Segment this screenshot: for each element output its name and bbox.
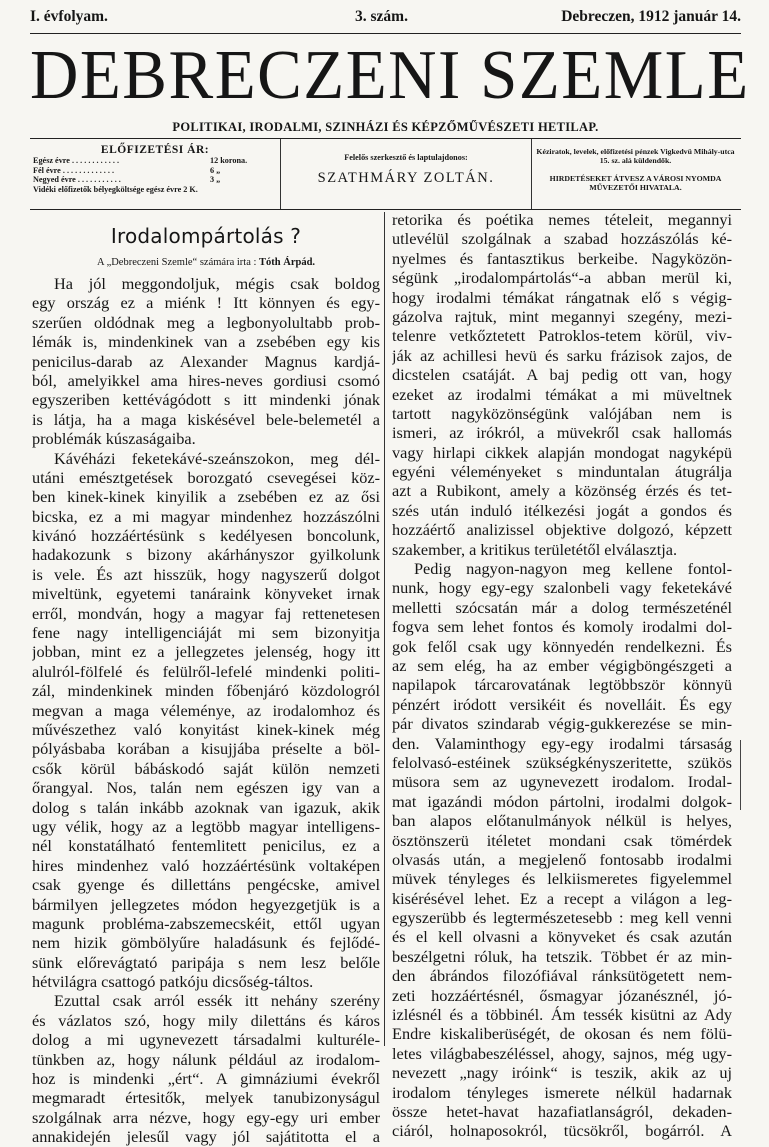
text-line: tartott nagyközönségünk valójában nem is (392, 403, 732, 423)
price-row (30, 156, 280, 166)
text-line: fogva sem lehet fontos és komoly irodalmi dol- (392, 617, 732, 637)
masthead-subtitle: POLITIKAI, IRODALMI, SZINHÁZI ÉS KÉPZŐMŰVÉSZETI HETILAP. (172, 120, 599, 134)
issue-info-line (30, 8, 741, 30)
text-line: és el kell olvasni a könyveket és csak azután (392, 927, 732, 947)
place-date: Debreczen, 1912 január 14. (561, 8, 741, 25)
text-line: szolgálnak arra nézve, hogy egy-egy uri ember (32, 1107, 380, 1127)
text-line: irodalom tényleges ismerete nélkül hadarnak (392, 1082, 732, 1102)
text-line: miveltünk, egyetemi tanáraink könyveket irnak (32, 584, 380, 604)
issue-number: 3. szám. (355, 8, 408, 25)
text-line: zeti hozzáértésnél, ősmagyar józanésznél, jó- (392, 985, 732, 1005)
submission-notice: Kéziratok, levelek, előfizetési pénzek Vigkedvü Mihály-utca 15. sz. alá küldendők. (536, 147, 735, 165)
text-line: dolog s talán inkább azoknak van igazuk, akik (32, 797, 380, 817)
text-line: nél konstatálható fentemlitett penicilus, ez a (32, 836, 380, 856)
price-label: Negyed évre . . . . . . . . . . . (33, 175, 121, 185)
text-line: den ábrándos filozófiával ránksütögetett nem- (392, 966, 732, 986)
byline-prefix: A „Debreczeni Szemle“ számára irta : (96, 257, 257, 268)
column-divider (384, 212, 385, 1046)
text-line: tünkben az, hogy nálunk például az irodalom- (32, 1049, 380, 1069)
subscription-heading: ELŐFIZETÉSI ÁR: (100, 144, 210, 156)
text-line: pólyásbaba korában a kisujjába préselte a böl- (32, 739, 380, 759)
text-line: hadakozunk s bizony akárhányszor gyilkolunk (32, 545, 380, 565)
text-line: felolvasó-estéinek szükségkényszeritette, szükös (392, 752, 732, 772)
text-line: bármilyen jellegzetes módon hegyezgetjük is a (32, 894, 380, 914)
text-line: magunk probléma-zabszemecskéit, ettől ugyan (32, 913, 380, 933)
text-line: nevezett „nagy iróink“ is teszik, akik az uj (392, 1063, 732, 1083)
text-line: szés után induló itélkezési jogát a gondos és (392, 500, 732, 520)
text-line: Kávéházi feketekávé-szeánszokon, meg dél- (54, 448, 380, 468)
text-line: gázolva rajtuk, mint megannyi szegény, mezi- (392, 306, 732, 326)
text-line: müsora sem az ugynevezett irodalom. Irodal- (392, 772, 732, 792)
text-line: kivánó hozzáértésünk s kedélyesen boncolunk, (32, 526, 380, 546)
text-line: beszélgetni róluk, ha tetszik. Többet ér az min- (392, 946, 732, 966)
price-value: 12 korona. (210, 156, 248, 165)
editor-info (280, 139, 532, 209)
text-line: csak gyenge és dillettáns pengécske, amivel (32, 875, 380, 895)
article-left-column (32, 274, 380, 1147)
text-line: olvasás után, a megjelenő fontosabb irodalmi (392, 849, 732, 869)
text-line: ben kinek-kinek kinyilik a zsebében ez az ősi (32, 487, 380, 507)
article-byline (30, 257, 382, 268)
text-line: ösztönszerü itéletet mondani csak tömérdek (392, 830, 732, 850)
text-line: zál, mindenkinek minden főbenjáró közdologról (32, 681, 380, 701)
text-line: fene nagy intelligenciáját mi sem bizonyitja (32, 623, 380, 643)
text-line: jobban, mint ez a jellegzetes jelenség, hogy itt (32, 642, 380, 662)
notices (530, 139, 741, 209)
subscription-prices (30, 139, 280, 209)
text-line: Pedig nagyon-nagyon meg kellene fontol- (414, 559, 732, 579)
text-line: utáni emésztgetések borozgató csevegései köz- (32, 467, 380, 487)
article-right-column (392, 210, 732, 1141)
text-line: ezeket az irodalmi témákat a mi müveltnek (392, 384, 732, 404)
text-line: össze hetet-havat hazafiatlanságról, dekaden- (392, 1101, 732, 1121)
price-label: Egész évre . . . . . . . . . . . . (33, 156, 120, 165)
top-rule (30, 33, 741, 34)
text-line: utlevélül szolgálnak a szabad hozzászólás ké- (392, 229, 732, 249)
text-line: ják az achillesi hevü és sarku frázisok zajos, de (392, 345, 732, 365)
text-line: mat igazándi módon pártolni, irodalmi dolgok- (392, 791, 732, 811)
text-line: letes világbabeszéléssel, ahogy, sajnos, még ugy- (392, 1043, 732, 1063)
text-line: ciáról, holnaposokról, tücsökről, bogárról. A (392, 1121, 732, 1141)
text-line: ségünk „irodalompártolás“-a abban merül ki, (392, 268, 732, 288)
text-line: dolog a mi ugynevezett társadalmi kulturéle- (32, 1030, 380, 1050)
text-line: alulról-fölfelé és felülről-lefelé mindenki politi- (32, 661, 380, 681)
text-line: ban alapos előtanulmányok nélkül is helyes, (392, 811, 732, 831)
text-line: pénzért iródott versikéit és novelláit. És egy (392, 694, 732, 714)
text-line: nunk, hogy egy-egy szalonbeli vagy feketekávé (392, 578, 732, 598)
text-line: Ezuttal csak arról essék itt nehány szerény (54, 991, 380, 1011)
volume-label: I. évfolyam. (30, 8, 108, 25)
text-line: szakember, a kritikus területétől elválasztja. (392, 539, 678, 559)
text-line: Endre kiskaliberüségét, de okosan és nem fölü- (392, 1024, 732, 1044)
text-line: művészethez való konyitást kinek-kinek még (32, 719, 380, 739)
ads-notice: HIRDETÉSEKET ÁTVESZ A VÁROSI NYOMDA MŰVEZETŐI HIVATALA. (549, 174, 722, 192)
text-line: Ha jól meggondoljuk, mégis csak boldog (54, 274, 380, 293)
text-line: den. Valaminthogy egy-egy irodalmi társaság (392, 733, 732, 753)
text-line: nem hizik gömbölyűre haladásunk és fejlődé- (32, 933, 380, 953)
text-line: müvek tényleges és lelkiismeretes figyelemmel (392, 869, 732, 889)
text-line: az sem elég, ha az ember végigböngészgeti a (392, 655, 732, 675)
text-line: sünk előrevágtató paripája s nem lesz belőle (32, 952, 380, 972)
text-line: pár divatos szindarab végig-gukkerezése se min- (392, 714, 732, 734)
article-title: Irodalompártolás ? (110, 224, 302, 248)
text-line: lémák is, mindenkinek van a zsebében egy kis (32, 332, 380, 352)
text-line: izlésnél és a többinél. Ám tessék kisütni az Ady (392, 1005, 732, 1025)
margin-mark (740, 740, 742, 810)
text-line: egy ország ez a miénk ! Itt könnyen és egy- (32, 293, 380, 313)
text-line: hoz is mindenki „ért“. A gimnáziumi évekről (32, 1069, 380, 1089)
text-line: telenre vetkőztetett Patroklos-tetem körül, viv- (392, 326, 732, 346)
text-line: egyszerübb és legtermészetesebb : meg kell venni (392, 908, 732, 928)
price-value: 3 „ (210, 175, 221, 185)
text-line: ugy vélik, hogy az a legtöbb magyar intelligens- (32, 816, 380, 836)
price-row (30, 166, 280, 176)
text-line: is vele. És azt hisszük, hogy nagyszerű dolgot (32, 564, 380, 584)
text-line: azt a Rubikont, amely a közönség érzés és tet- (392, 481, 732, 501)
price-label: Fél évre . . . . . . . . . . . . . (33, 165, 115, 175)
masthead-title: DEBRECZENI SZEMLE (30, 36, 750, 114)
info-box (30, 138, 741, 210)
price-row (30, 175, 280, 185)
text-line: nyelmes és fantasztikus berkeibe. Nagyközön- (392, 248, 732, 268)
text-line: ból, amelyikkel ama hires-neves gordiusi csomó (32, 370, 380, 390)
text-line: erről, mondván, hogy a magyar faj rettenetesen (32, 603, 380, 623)
text-line: hétvilágra csattogó patkóju dicsőség-táltos. (32, 972, 314, 992)
text-line: őrangyal. Nos, talán nem egészen igy van a (32, 778, 380, 798)
text-line: dicstelen csatáját. A baj pedig ott van, hogy (392, 365, 732, 385)
text-line: napilapok tárcarovatának legtöbbször könnyü (392, 675, 732, 695)
text-line: melletti szócsatán már a dolog természeténél (392, 597, 732, 617)
text-line: problémák kúszaságaiba. (32, 429, 196, 449)
text-line: szerűen oldódnak meg a legbonyolultabb prob- (32, 312, 380, 332)
text-line: retorika és poétika nemes tételeit, megannyi (392, 210, 732, 229)
text-line: és vázlatos szó, hogy mily dilettáns és káros (32, 1010, 380, 1030)
text-line: megvan a maga véleménye, az irodalomhoz és (32, 700, 380, 720)
author-name: Tóth Árpád. (259, 257, 316, 268)
text-line: penicilus-darab az Alexander Magnus kardjá- (32, 351, 380, 371)
text-line: hozzáértő analizissel objektive dolgozó, képzett (392, 520, 732, 540)
price-value: 6 „ (210, 165, 221, 175)
text-line: bicska, ez a mi magyar mindenhez hozzászólni (32, 506, 380, 526)
editor-label: Felelős szerkesztő és laptulajdonos: (344, 153, 468, 162)
text-line: csők körül bábáskodó saját külön nemzeti (32, 758, 380, 778)
text-line: vagy hirlapi cikkek alapján mondogat nagyképü (392, 442, 732, 462)
text-line: gok felől csak ugy könnyedén rendelkezni. És (392, 636, 732, 656)
text-line: egyszeriben kettévágódott s itt mindenki jónak (32, 390, 380, 410)
editor-name: SZATHMÁRY ZOLTÁN. (317, 170, 495, 186)
text-line: hires mindenhez való hozzáértésünk voltaképen (32, 855, 380, 875)
text-line: hogy irodalmi témákat rángatnak elő s végig- (392, 287, 732, 307)
text-line: egyéni véleményeket s minduntalan átugrálja (392, 462, 732, 482)
text-line: annakidején jelesűl vagy jól sajátitotta el a (32, 1127, 380, 1147)
text-line: ismeri, az irókról, a müvekről csak hallomás (392, 423, 732, 443)
text-line: is látja, ha a maga kiskésével bele-belemetél a (32, 409, 380, 429)
text-line: kisérésével lehet. Ez a recept a világon a leg- (392, 888, 732, 908)
stamp-cost-note: Vidéki előfizetők bélyegköltsége egész évre 2 K. (33, 184, 198, 194)
text-line: megmaradt értesitők, melyek tanubizonyságul (32, 1088, 380, 1108)
